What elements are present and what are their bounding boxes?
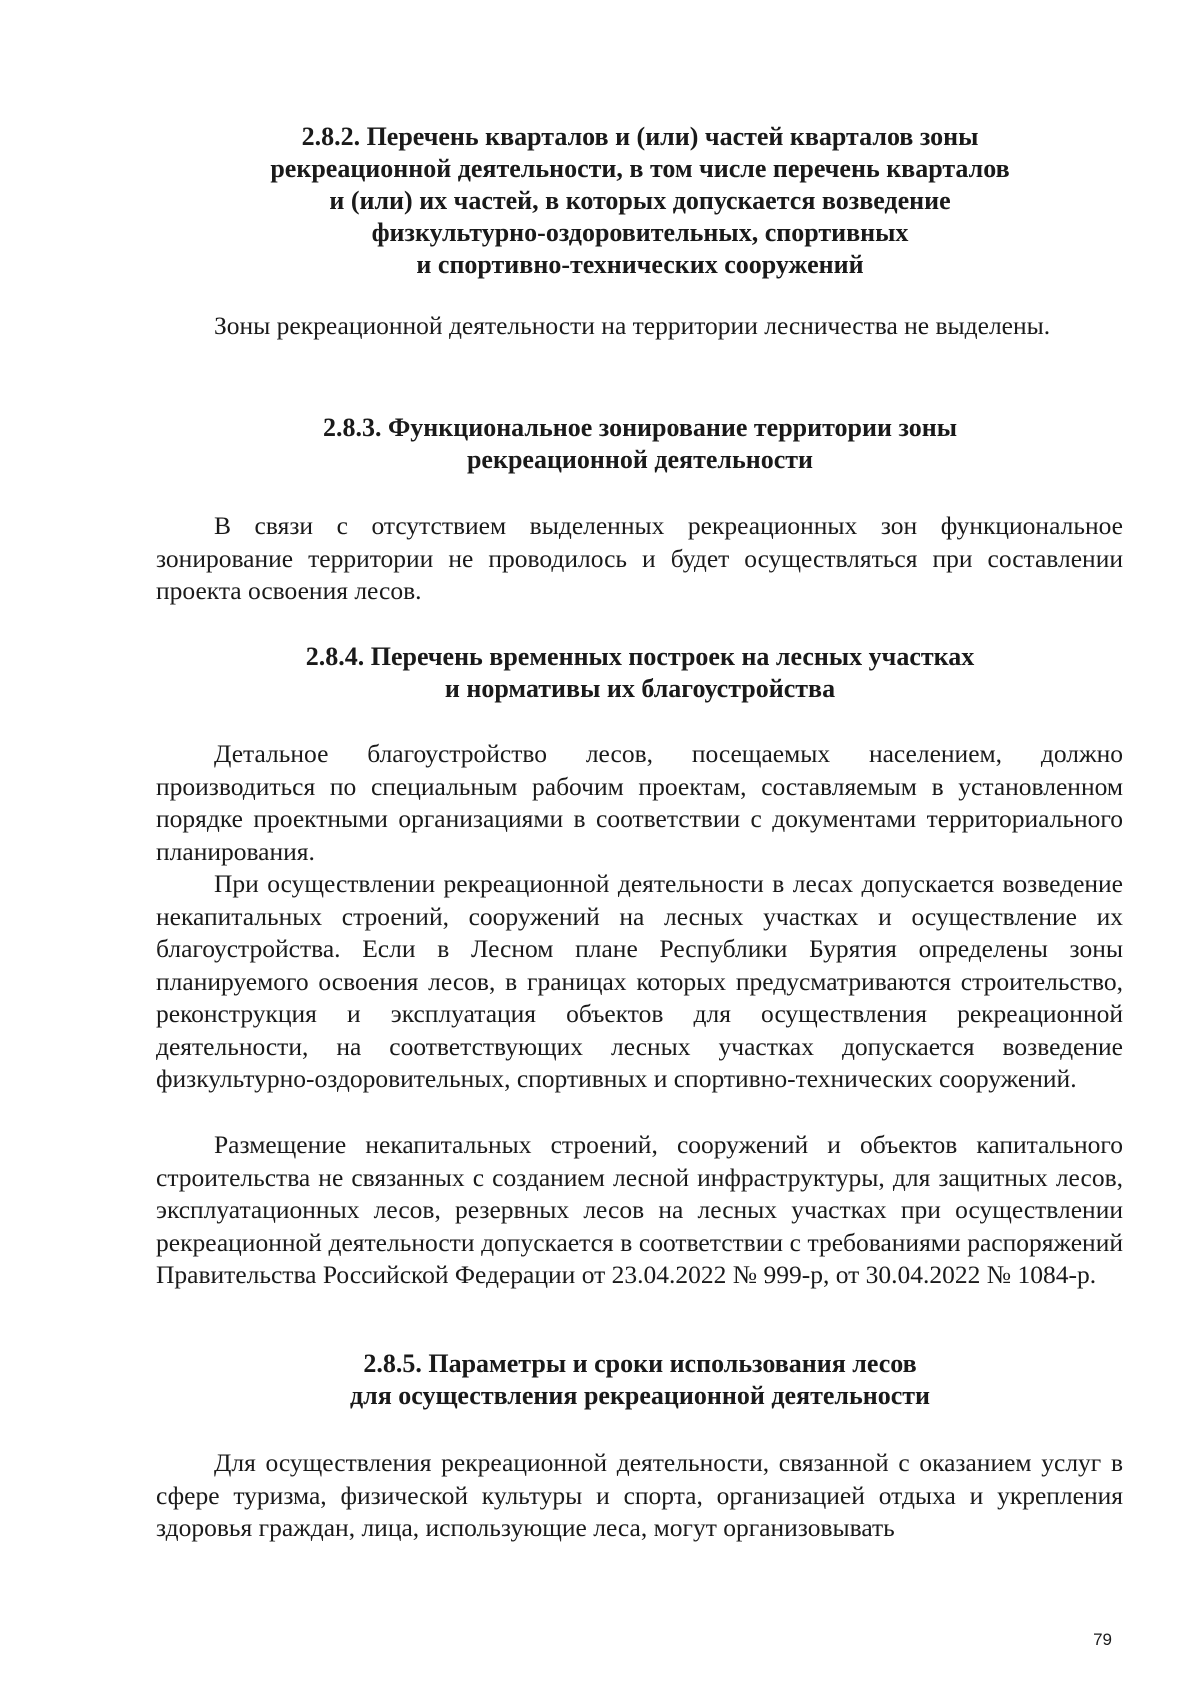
section-heading-2-8-4	[150, 641, 1130, 705]
paragraph: Детальное благоустройство лесов, посещаемых населением, должно производиться по специальным рабочим проектам, составляемым в установленном порядке проектными организациями в соответствии с документами территориального планирования.	[156, 739, 1123, 866]
heading-line: 2.8.2. Перечень кварталов и (или) частей кварталов зоны	[301, 122, 979, 151]
heading-line: рекреационной деятельности, в том числе перечень кварталов	[270, 154, 1010, 183]
page-number: 79	[1093, 1630, 1112, 1649]
section-heading-2-8-5	[150, 1348, 1130, 1412]
section-heading-2-8-2	[150, 121, 1130, 281]
heading-line: 2.8.4. Перечень временных построек на лесных участках	[305, 642, 975, 671]
paragraph: В связи с отсутствием выделенных рекреационных зон функциональное зонирование территории не проводилось и будет осуществляться при составлении проекта освоения лесов.	[156, 511, 1123, 605]
paragraph: Для осуществления рекреационной деятельности, связанной с оказанием услуг в сфере туризма, физической культуры и спорта, организацией отдыха и укрепления здоровья граждан, лица, использующие леса, могут организовывать	[156, 1448, 1123, 1542]
heading-line: и нормативы их благоустройства	[444, 674, 836, 703]
heading-line: и спортивно-технических сооружений	[416, 250, 864, 279]
paragraph: Размещение некапитальных строений, сооружений и объектов капитального строительства не связанных с созданием лесной инфраструктуры, для защитных лесов, эксплуатационных лесов, резервных лесов на лесных участках при осуществлении рекреационной деятельности допускается в соответствии с требованиями распоряжений Правительства Российской Федерации от 23.04.2022 № 999-р, от 30.04.2022 № 1084-р.	[156, 1130, 1123, 1289]
paragraph: Зоны рекреационной деятельности на территории лесничества не выделены.	[214, 311, 1051, 340]
section-heading-2-8-3	[150, 412, 1130, 476]
heading-line: физкультурно-оздоровительных, спортивных	[371, 218, 909, 247]
heading-line: рекреационной деятельности	[466, 445, 814, 474]
heading-line: 2.8.5. Параметры и сроки использования лесов	[363, 1349, 917, 1378]
heading-line: 2.8.3. Функциональное зонирование территории зоны	[322, 413, 958, 442]
heading-line: и (или) их частей, в которых допускается возведение	[329, 186, 951, 215]
paragraph: При осуществлении рекреационной деятельности в лесах допускается возведение некапитальных строений, сооружений на лесных участках и осуществление их благоустройства. Если в Лесном плане Республики Бурятия определены зоны планируемого освоения лесов, в границах которых предусматриваются строительство, реконструкция и эксплуатация объектов для осуществления рекреационной деятельности, на соответствующих лесных участках допускается возведение физкультурно-оздоровительных, спортивных и спортивно-технических сооружений.	[156, 869, 1123, 1093]
heading-line: для осуществления рекреационной деятельности	[349, 1381, 931, 1410]
